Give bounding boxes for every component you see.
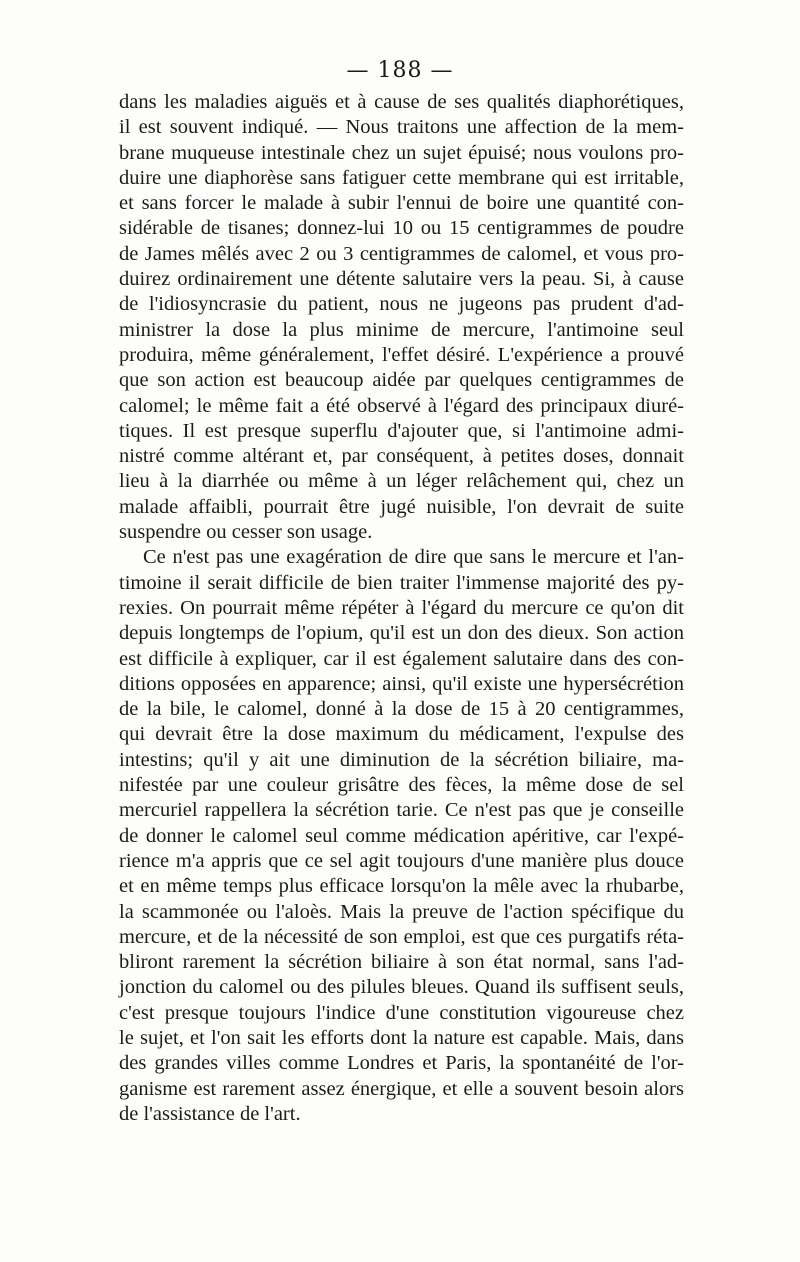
text-line: rience m'a appris que ce sel agit toujours d'une manière plus douce	[119, 849, 684, 872]
text-line: de donner le calomel seul comme médication apéritive, car l'expé-	[119, 824, 684, 847]
text-line: mercuriel rappellera la sécrétion tarie. Ce n'est pas que je conseille	[119, 799, 684, 822]
text-line: produira, même généralement, l'effet désiré. L'expérience a prouvé	[119, 343, 684, 366]
text-line: duire une diaphorèse sans fatiguer cette membrane qui est irritable,	[119, 166, 684, 189]
text-line: de l'assistance de l'art.	[119, 1102, 301, 1125]
text-line: ganisme est rarement assez énergique, et elle a souvent besoin alors	[119, 1077, 684, 1100]
text-line: depuis longtemps de l'opium, qu'il est un don des dieux. Son action	[119, 622, 684, 645]
text-line: des grandes villes comme Londres et Paris, la spontanéité de l'or-	[119, 1052, 684, 1075]
text-line: c'est presque toujours l'indice d'une constitution vigoureuse chez	[119, 1001, 684, 1024]
text-line: que son action est beaucoup aidée par quelques centigrammes de	[119, 369, 684, 392]
paragraph-2	[119, 545, 684, 1127]
text-line: nistré comme altérant et, par conséquent, à petites doses, donnait	[119, 445, 684, 468]
text-line: bliront rarement la sécrétion biliaire à son état normal, sans l'ad-	[119, 951, 684, 974]
text-line: sidérable de tisanes; donnez-lui 10 ou 15 centigrammes de poudre	[119, 217, 684, 240]
text-line: est difficile à expliquer, car il est également salutaire dans des con-	[119, 647, 684, 670]
text-line: brane muqueuse intestinale chez un sujet épuisé; nous voulons pro-	[119, 141, 684, 164]
text-line: duirez ordinairement une détente salutaire vers la peau. Si, à cause	[119, 268, 684, 291]
text-line: de la bile, le calomel, donné à la dose de 15 à 20 centigrammes,	[119, 698, 684, 721]
text-line: tiques. Il est presque superflu d'ajouter que, si l'antimoine admi-	[119, 419, 684, 442]
paragraph-1	[119, 90, 684, 545]
text-line: rexies. On pourrait même répéter à l'égard du mercure ce qu'on dit	[119, 596, 684, 619]
text-line: dans les maladies aiguës et à cause de ses qualités diaphorétiques,	[119, 91, 684, 113]
text-line: la scammonée ou l'aloès. Mais la preuve de l'action spécifique du	[119, 900, 684, 923]
text-line: timoine il serait difficile de bien traiter l'immense majorité des py-	[119, 571, 684, 594]
text-line: et sans forcer le malade à subir l'ennui de boire une quantité con-	[119, 192, 684, 215]
text-line: mercure, et de la nécessité de son emploi, est que ces purgatifs réta-	[119, 925, 684, 948]
text-line: nifestée par une couleur grisâtre des fèces, la même dose de sel	[119, 774, 684, 797]
text-line: Ce n'est pas une exagération de dire que sans le mercure et l'an-	[143, 546, 684, 569]
text-line: malade affaibli, pourrait être jugé nuisible, l'on devrait de suite	[119, 495, 684, 518]
text-line: lieu à la diarrhée ou même à un léger relâchement qui, chez un	[119, 470, 684, 493]
text-line: de James mêlés avec 2 ou 3 centigrammes de calomel, et vous pro-	[119, 242, 684, 265]
text-line: qui devrait être la dose maximum du médicament, l'expulse des	[119, 723, 684, 746]
text-line: jonction du calomel ou des pilules bleues. Quand ils suffisent seuls,	[119, 976, 684, 999]
page-number: — 188 —	[346, 58, 454, 83]
text-line: suspendre ou cesser son usage.	[119, 521, 373, 544]
text-line: intestins; qu'il y ait une diminution de la sécrétion biliaire, ma-	[119, 748, 684, 771]
text-line: calomel; le même fait a été observé à l'égard des principaux diuré-	[119, 394, 684, 417]
body-text	[119, 90, 684, 1127]
text-line: et en même temps plus efficace lorsqu'on la mêle avec la rhubarbe,	[119, 875, 684, 898]
text-line: ministrer la dose la plus minime de mercure, l'antimoine seul	[119, 318, 684, 341]
text-line: ditions opposées en apparence; ainsi, qu'il existe une hypersécrétion	[119, 672, 684, 695]
text-line: de l'idiosyncrasie du patient, nous ne jugeons pas prudent d'ad-	[119, 293, 684, 316]
text-line: il est souvent indiqué. — Nous traitons une affection de la mem-	[119, 116, 684, 139]
text-line: le sujet, et l'on sait les efforts dont la nature est capable. Mais, dans	[119, 1026, 684, 1049]
